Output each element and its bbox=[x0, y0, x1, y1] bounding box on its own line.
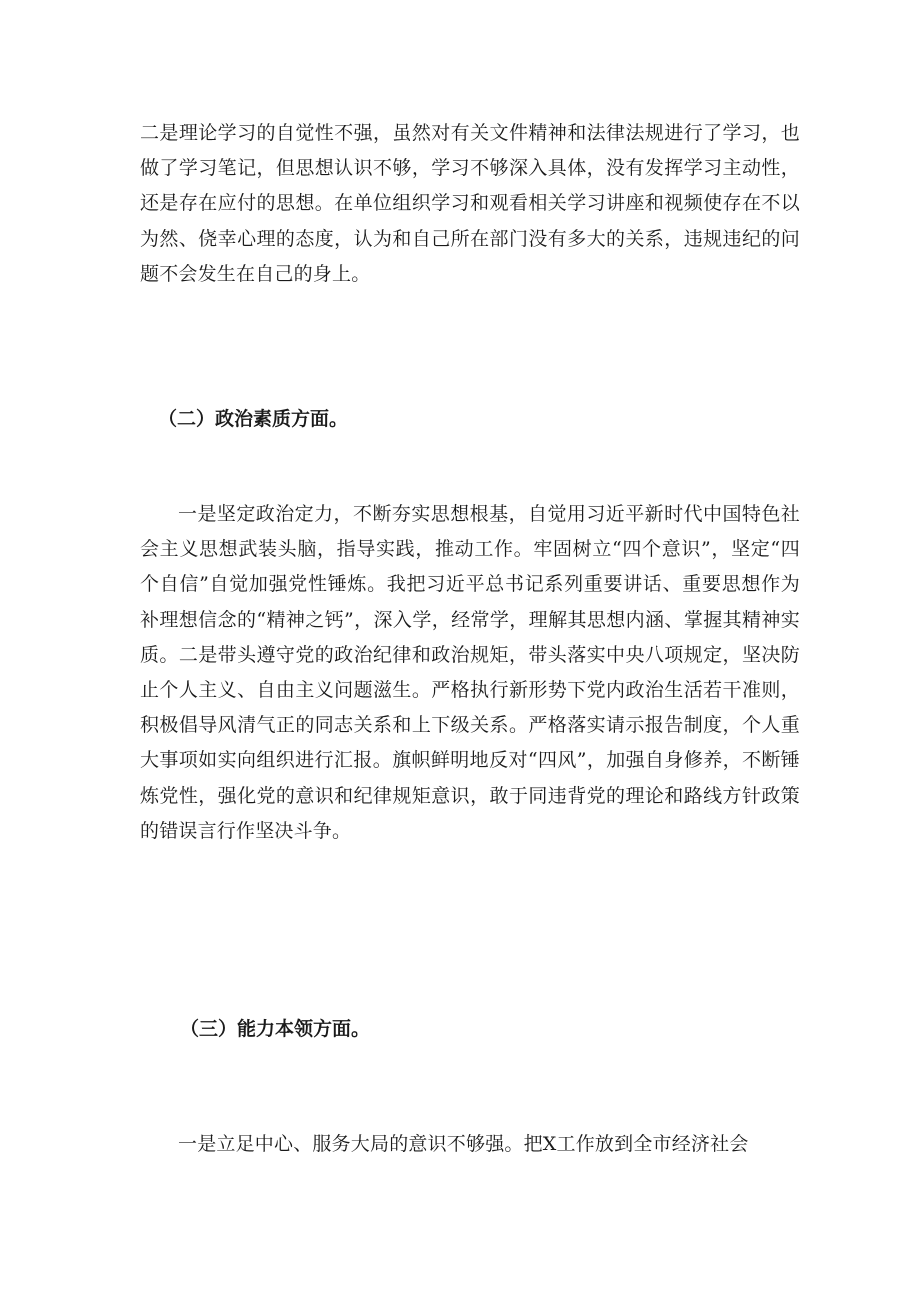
paragraph-political-quality: 一是坚定政治定力，不断夯实思想根基，自觉用习近平新时代中国特色社会主义思想武装头脑，指导实践，推动工作。牢固树立“四个意识”，坚定“四个自信”自觉加强党性锤炼。我把习近平总书记系列重要讲话、重要思想作为补理想信念的“精神之钙”，深入学，经常学，理解其思想内涵、掌握其精神实质。二是带头遵守党的政治纪律和政治规矩，带头落实中央八项规定，坚决防止个人主义、自由主义问题滋生。严格执行新形势下党内政治生活若干准则，积极倡导风清气正的同志关系和上下级关系。严格落实请示报告制度，个人重大事项如实向组织进行汇报。旗帜鲜明地反对“四风”，加强自身修养，不断锤炼党性，强化党的意识和纪律规矩意识，敢于同违背党的理论和路线方针政策的错误言行作坚决斗争。 bbox=[140, 503, 800, 842]
section-heading-political-quality: （二）政治素质方面。 bbox=[158, 408, 349, 430]
paragraph-theory-study: 二是理论学习的自觉性不强，虽然对有关文件精神和法律法规进行了学习，也做了学习笔记，但思想认识不够，学习不够深入具体，没有发挥学习主动性，还是存在应付的思想。在单位组织学习和观看相关学习讲座和视频使存在不以为然、侥幸心理的态度，认为和自己所在部门没有多大的关系，违规违纪的问题不会发生在自己的身上。 bbox=[140, 122, 800, 285]
section-heading-ability: （三）能力本领方面。 bbox=[180, 1018, 371, 1040]
paragraph-ability: 一是立足中心、服务大局的意识不够强。把X工作放到全市经济社会 bbox=[178, 1133, 749, 1155]
